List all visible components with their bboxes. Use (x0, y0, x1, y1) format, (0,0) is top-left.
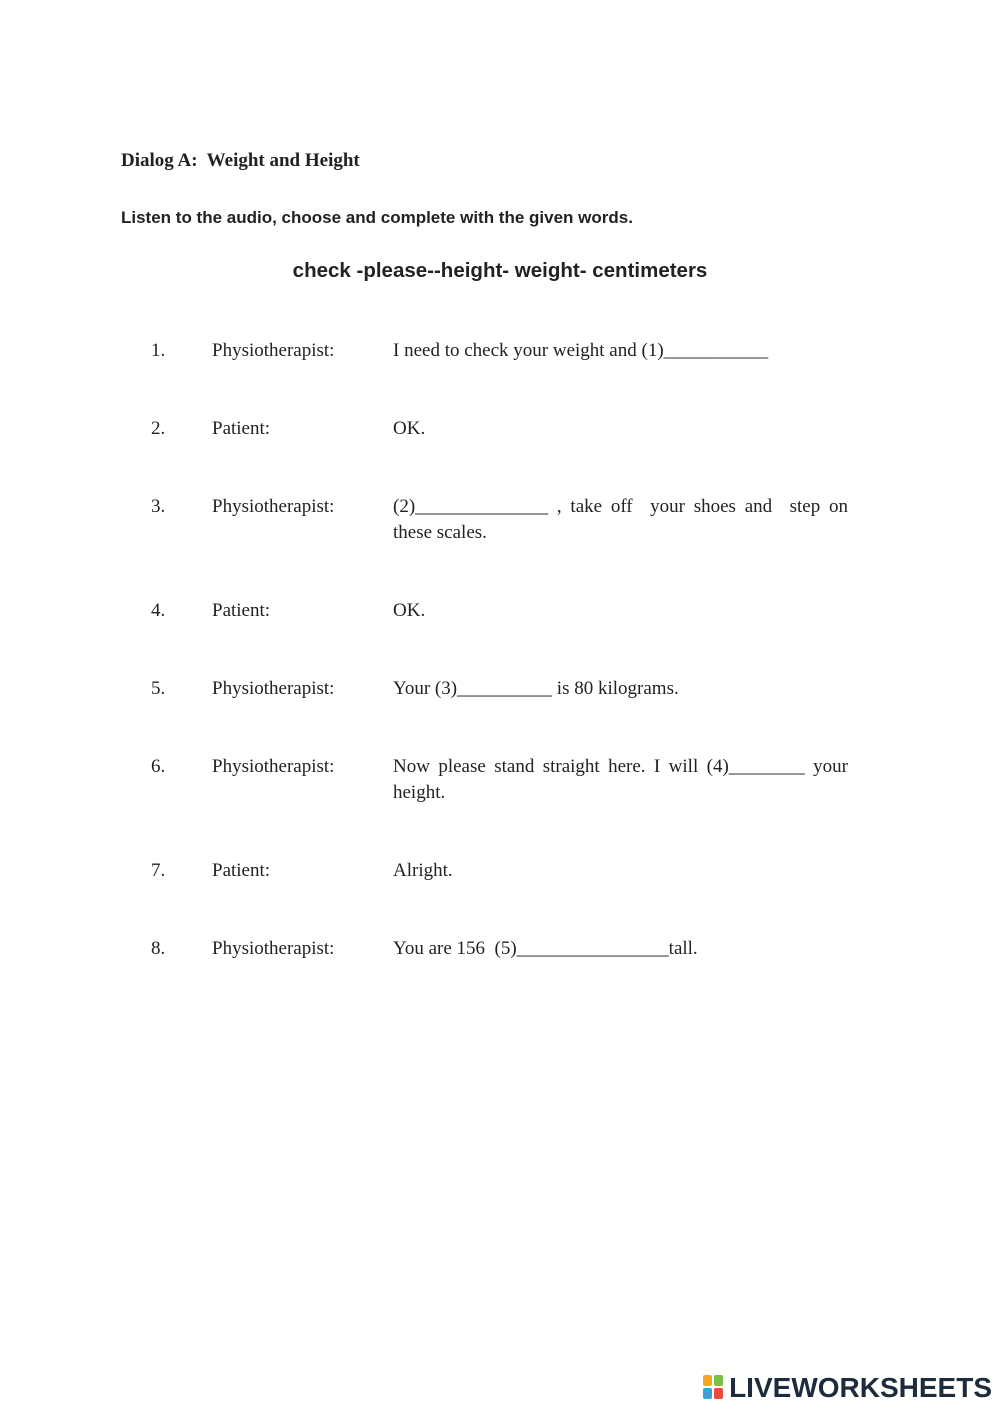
speaker-label: Physiotherapist: (212, 938, 335, 959)
worksheet-title: Dialog A: Weight and Height (121, 150, 360, 171)
dialog-text: Alright. (393, 860, 453, 881)
speaker-label: Patient: (212, 600, 271, 621)
dialog-text: OK. (393, 600, 426, 621)
line-number: 1. (151, 340, 166, 361)
dialog-text: (2)______________ , take off your shoes and step on these scales. (393, 496, 853, 543)
line-number: 5. (151, 678, 166, 699)
instruction-text: Listen to the audio, choose and complete with the given words. (121, 208, 633, 227)
line-number: 6. (151, 756, 166, 777)
line-number: 4. (151, 600, 166, 621)
dialog-text: You are 156 (5)________________tall. (393, 938, 698, 959)
word-bank: check -please--height- weight- centimeters (292, 259, 708, 282)
line-number: 8. (151, 938, 166, 959)
speaker-label: Physiotherapist: (212, 678, 335, 699)
liveworksheets-logo (703, 1371, 992, 1405)
speaker-label: Patient: (212, 860, 271, 881)
logo-wordmark: LIVEWORKSHEETS (729, 1372, 992, 1403)
speaker-label: Patient: (212, 418, 271, 439)
speaker-label: Physiotherapist: (212, 340, 335, 361)
dialog-text: Your (3)__________ is 80 kilograms. (393, 678, 679, 699)
dialog-text: Now please stand straight here. I will (4)________ your height. (393, 756, 853, 803)
speaker-label: Physiotherapist: (212, 496, 335, 517)
dialog-text: I need to check your weight and (1)___________ (393, 340, 769, 361)
line-number: 3. (151, 496, 166, 517)
dialog-text: OK. (393, 418, 426, 439)
line-number: 2. (151, 418, 166, 439)
liveworksheets-logo-icon (703, 1375, 725, 1401)
line-number: 7. (151, 860, 166, 881)
speaker-label: Physiotherapist: (212, 756, 335, 777)
